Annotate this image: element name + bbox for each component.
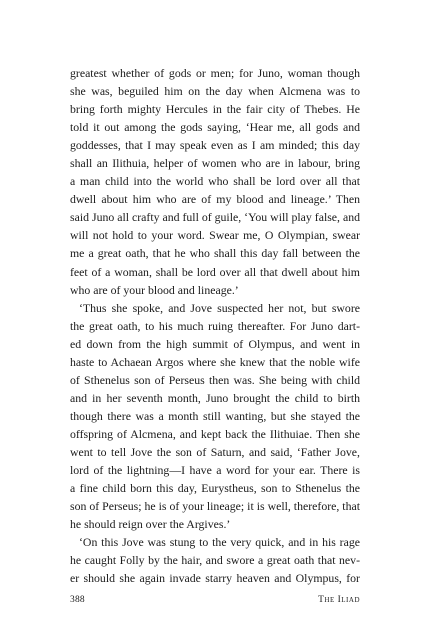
text-line: and in her seventh month, Juno brought the child to birth xyxy=(70,390,360,405)
text-line: who are of your blood and lineage.’ xyxy=(70,282,239,297)
text-line: will not hold to your word. Swear me, O Olympian, swear xyxy=(70,228,360,243)
text-line: she was, beguiled him on the day when Alcmena was to xyxy=(70,84,360,99)
text-line: though there was a month still wanting, but she stayed the xyxy=(70,408,360,423)
text-line: a fine child born this day, Eurystheus, son to Sthenelus the xyxy=(70,481,360,496)
text-line: said Juno all crafty and full of guile, ‘You will play false, and xyxy=(70,210,360,225)
text-line: shall an Ilithuia, helper of women who are in labour, bring xyxy=(70,156,360,171)
text-line: went to tell Jove the son of Saturn, and said, ‘Father Jove, xyxy=(70,444,360,459)
text-line: of Sthenelus son of Perseus then was. She being with child xyxy=(70,372,360,387)
text-line: me a great oath, that he who shall this day fall between the xyxy=(70,246,360,261)
text-line: son of Perseus; he is of your lineage; it is well, therefore, that xyxy=(70,499,360,514)
text-line: er should she again invade starry heaven and Olympus, for xyxy=(70,571,360,586)
text-line: ‘Thus she spoke, and Jove suspected her not, but swore xyxy=(79,300,360,315)
text-line: goddesses, that I may speak even as I am minded; this day xyxy=(70,138,360,153)
text-line: bring forth mighty Hercules in the fair city of Thebes. He xyxy=(70,102,360,117)
text-line: ed down from the high summit of Olympus, and went in xyxy=(70,336,360,351)
text-line: a man child into the world who shall be lord over all that xyxy=(70,174,360,189)
page-footer xyxy=(70,595,360,609)
running-head: The Iliad xyxy=(318,595,360,605)
text-line: feet of a woman, shall be lord over all that dwell about him xyxy=(70,264,360,279)
text-line: greatest whether of gods or men; for Juno, woman though xyxy=(70,66,360,80)
page-number: 388 xyxy=(70,595,85,605)
text-line: he should reign over the Argives.’ xyxy=(70,517,231,532)
body-text xyxy=(70,64,360,587)
text-line: the great oath, to his much ruing thereafter. For Juno dart- xyxy=(70,318,360,333)
text-line: ‘On this Jove was stung to the very quick, and in his rage xyxy=(79,535,360,550)
text-line: he caught Folly by the hair, and swore a great oath that nev- xyxy=(70,553,360,568)
text-line: dwell about him who are of my blood and lineage.’ Then xyxy=(70,192,360,207)
text-line: offspring of Alcmena, and kept back the Ilithuiae. Then she xyxy=(70,426,360,441)
text-line: haste to Achaean Argos where she knew that the noble wife xyxy=(70,354,360,369)
text-line: lord of the lightning—I have a word for your ear. There is xyxy=(70,463,360,478)
text-line: told it out among the gods saying, ‘Hear me, all gods and xyxy=(70,120,360,135)
